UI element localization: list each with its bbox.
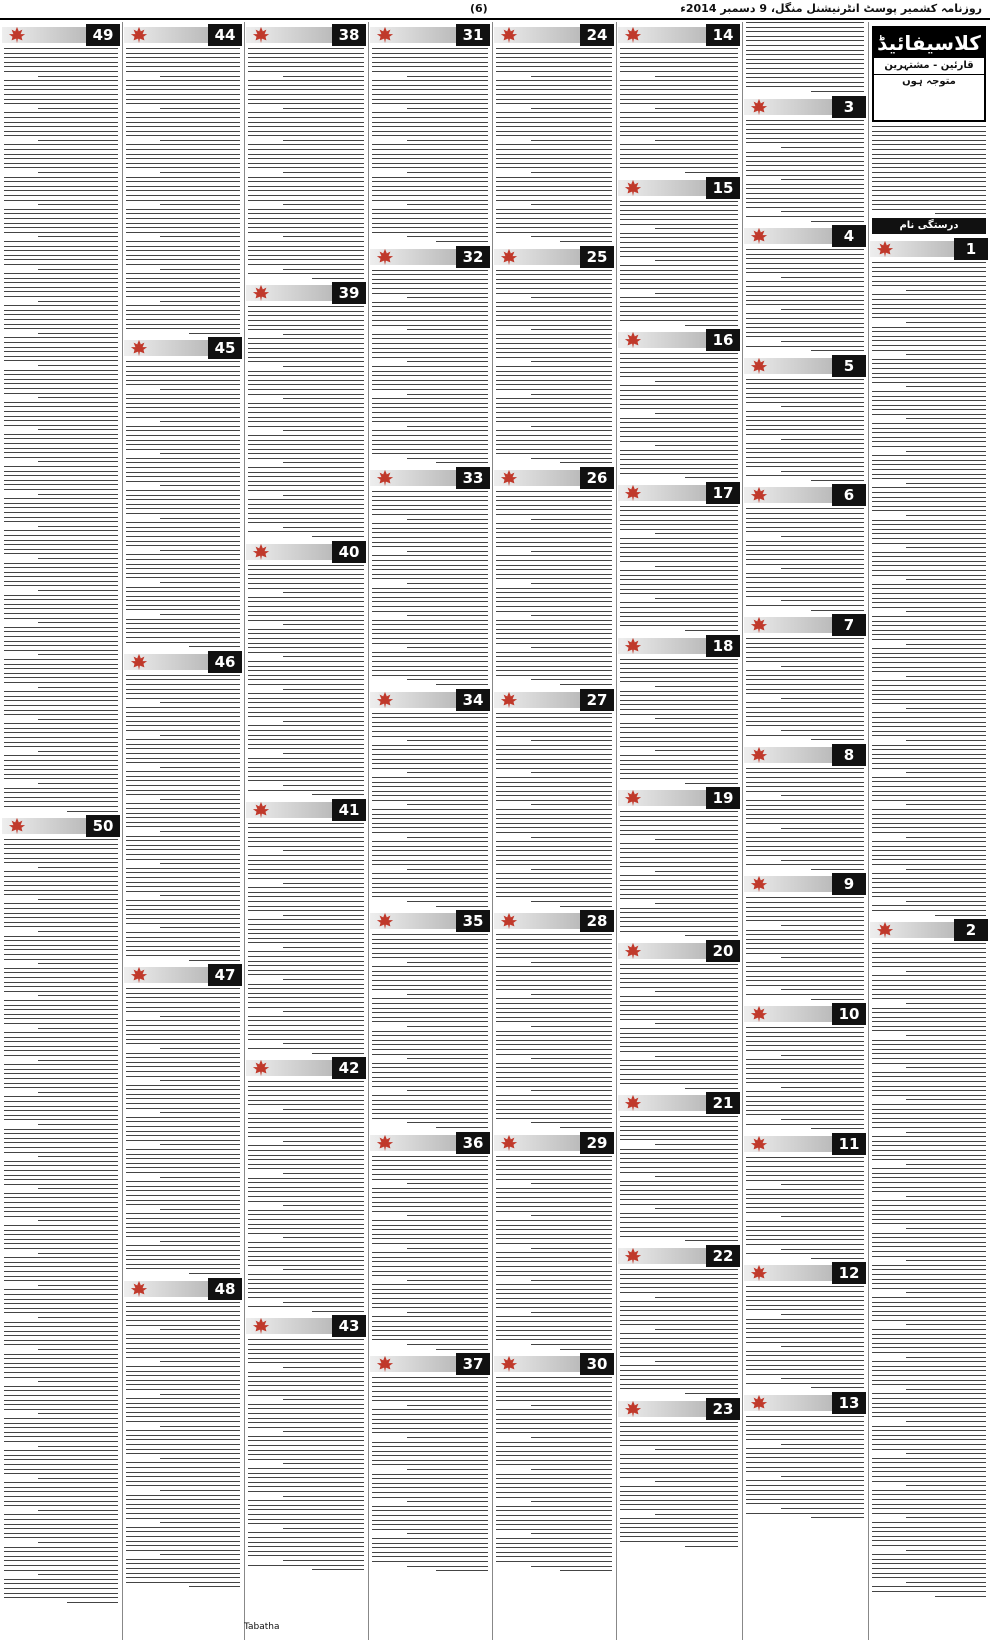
ad-number: 40	[332, 541, 366, 563]
classified-box	[872, 26, 986, 122]
classified-ad	[618, 1245, 740, 1394]
maple-leaf-icon	[252, 26, 270, 44]
ad-body-text	[124, 48, 242, 334]
ad-header	[124, 24, 242, 46]
ad-body-text	[370, 491, 490, 685]
classified-ad	[618, 787, 740, 936]
ad-body-text	[246, 306, 366, 537]
classified-ad	[618, 482, 740, 631]
ad-body-text	[246, 1081, 366, 1312]
ad-number: 38	[332, 24, 366, 46]
maple-leaf-icon	[252, 1317, 270, 1335]
ad-body-text	[246, 565, 366, 796]
column-1	[870, 22, 988, 1640]
maple-leaf-icon	[252, 543, 270, 561]
ad-body-text	[618, 48, 740, 173]
ad-number: 8	[832, 744, 866, 766]
classified-ad	[870, 919, 988, 1596]
ad-header	[370, 24, 490, 46]
classified-ad	[124, 24, 242, 334]
maple-leaf-icon	[750, 1264, 768, 1282]
ad-header	[246, 541, 366, 563]
ad-header	[124, 337, 242, 359]
classified-ad	[744, 1133, 866, 1259]
classified-ad	[246, 282, 366, 537]
ad-body-text	[124, 1302, 242, 1588]
column-rule	[742, 22, 743, 1640]
classified-ad	[744, 1392, 866, 1518]
ad-number: 15	[706, 177, 740, 199]
ad-number: 1	[954, 238, 988, 260]
classified-ad	[744, 614, 866, 740]
ad-body-text	[744, 897, 866, 999]
ad-header	[618, 635, 740, 657]
ad-header	[744, 355, 866, 377]
maple-leaf-icon	[624, 331, 642, 349]
classified-ad	[494, 689, 614, 907]
ad-number: 50	[86, 815, 120, 837]
ad-body-text	[744, 638, 866, 740]
classified-ad	[618, 1092, 740, 1241]
classified-ad	[494, 910, 614, 1128]
ad-number: 19	[706, 787, 740, 809]
ad-body-text	[744, 1027, 866, 1129]
classified-ad	[246, 1057, 366, 1312]
ad-body-text	[618, 506, 740, 631]
maple-leaf-icon	[376, 469, 394, 487]
ad-header	[618, 1245, 740, 1267]
ad-body-text	[744, 379, 866, 481]
ad-header	[744, 614, 866, 636]
column-4	[494, 22, 614, 1640]
maple-leaf-icon	[624, 484, 642, 502]
maple-leaf-icon	[876, 240, 894, 258]
ad-number: 3	[832, 96, 866, 118]
ad-number: 29	[580, 1132, 614, 1154]
ad-header	[618, 787, 740, 809]
page-header	[0, 0, 990, 20]
ad-header	[494, 24, 614, 46]
ad-body-text	[370, 1377, 490, 1571]
maple-leaf-icon	[624, 637, 642, 655]
ad-number: 21	[706, 1092, 740, 1114]
classified-ad	[618, 635, 740, 784]
intro-text	[870, 126, 988, 214]
ad-header	[124, 964, 242, 986]
ad-number: 24	[580, 24, 614, 46]
section-label: درستگی نام	[872, 218, 986, 234]
ad-number: 28	[580, 910, 614, 932]
ad-number: 27	[580, 689, 614, 711]
column-rule	[492, 22, 493, 1640]
ad-number: 16	[706, 329, 740, 351]
ad-body-text	[370, 934, 490, 1128]
maple-leaf-icon	[252, 801, 270, 819]
ad-number: 42	[332, 1057, 366, 1079]
ad-body-text	[494, 1156, 614, 1350]
ad-number: 41	[332, 799, 366, 821]
ad-header	[744, 225, 866, 247]
ad-number: 32	[456, 246, 490, 268]
ad-body-text	[618, 659, 740, 784]
maple-leaf-icon	[750, 357, 768, 375]
classified-ad	[618, 24, 740, 173]
classified-ad	[744, 873, 866, 999]
ad-number: 9	[832, 873, 866, 895]
ad-body-text	[124, 361, 242, 647]
maple-leaf-icon	[750, 98, 768, 116]
ad-number: 14	[706, 24, 740, 46]
ad-body-text	[618, 811, 740, 936]
ad-header	[2, 815, 120, 837]
column-rule	[868, 22, 869, 1640]
ad-body-text	[246, 1339, 366, 1570]
maple-leaf-icon	[252, 1059, 270, 1077]
classified-ad	[744, 744, 866, 870]
classified-ad	[124, 337, 242, 647]
ad-header	[618, 24, 740, 46]
ad-body-text	[618, 964, 740, 1089]
maple-leaf-icon	[376, 248, 394, 266]
classified-ad	[744, 1262, 866, 1388]
ad-body-text	[618, 353, 740, 478]
classified-ad	[494, 467, 614, 685]
maple-leaf-icon	[750, 227, 768, 245]
ad-number: 45	[208, 337, 242, 359]
ad-number: 26	[580, 467, 614, 489]
classified-ad	[124, 651, 242, 961]
classified-ad	[370, 689, 490, 907]
classified-ad	[870, 238, 988, 915]
maple-leaf-icon	[130, 966, 148, 984]
ad-body-text	[124, 675, 242, 961]
ad-number: 35	[456, 910, 490, 932]
maple-leaf-icon	[750, 616, 768, 634]
ad-header	[246, 282, 366, 304]
ad-number: 23	[706, 1398, 740, 1420]
classified-ad	[370, 1353, 490, 1571]
ad-header	[494, 910, 614, 932]
maple-leaf-icon	[624, 942, 642, 960]
ad-header	[370, 689, 490, 711]
maple-leaf-icon	[130, 653, 148, 671]
maple-leaf-icon	[624, 1247, 642, 1265]
ad-body-text	[744, 768, 866, 870]
ad-number: 11	[832, 1133, 866, 1155]
classified-ad	[2, 815, 120, 1603]
maple-leaf-icon	[750, 746, 768, 764]
maple-leaf-icon	[376, 691, 394, 709]
ad-body-text	[870, 262, 988, 915]
classified-ad	[246, 1315, 366, 1570]
ad-body-text	[744, 120, 866, 222]
ad-body-text	[2, 48, 120, 812]
maple-leaf-icon	[500, 248, 518, 266]
ad-body-text	[370, 1156, 490, 1350]
ad-number: 25	[580, 246, 614, 268]
maple-leaf-icon	[376, 26, 394, 44]
column-6	[246, 22, 366, 1640]
classified-ad	[370, 246, 490, 464]
ad-header	[246, 799, 366, 821]
classified-ad	[618, 1398, 740, 1547]
ad-header	[494, 467, 614, 489]
ad-header	[246, 1057, 366, 1079]
maple-leaf-icon	[8, 817, 26, 835]
ad-number: 36	[456, 1132, 490, 1154]
maple-leaf-icon	[130, 26, 148, 44]
classified-ad	[494, 24, 614, 242]
maple-leaf-icon	[624, 789, 642, 807]
classified-ad	[246, 541, 366, 796]
ad-header	[370, 1353, 490, 1375]
maple-leaf-icon	[376, 1355, 394, 1373]
classified-ad	[618, 940, 740, 1089]
ad-header	[370, 467, 490, 489]
maple-leaf-icon	[8, 26, 26, 44]
column-rule	[616, 22, 617, 1640]
classified-ad	[618, 177, 740, 326]
ad-header	[246, 24, 366, 46]
classified-ad	[744, 355, 866, 481]
column-7	[124, 22, 242, 1640]
column-rule	[244, 22, 245, 1640]
classified-ad	[246, 24, 366, 279]
ad-number: 4	[832, 225, 866, 247]
ad-header	[618, 329, 740, 351]
ad-number: 20	[706, 940, 740, 962]
ad-number: 43	[332, 1315, 366, 1337]
ad-header	[494, 246, 614, 268]
ad-number: 18	[706, 635, 740, 657]
maple-leaf-icon	[750, 1135, 768, 1153]
footer-note: Tabatha	[244, 1622, 280, 1632]
ad-number: 46	[208, 651, 242, 673]
classified-ad	[124, 964, 242, 1274]
ad-number: 12	[832, 1262, 866, 1284]
maple-leaf-icon	[624, 179, 642, 197]
ad-header	[494, 1132, 614, 1154]
maple-leaf-icon	[130, 1280, 148, 1298]
ad-body-text	[2, 839, 120, 1603]
ad-header	[370, 1132, 490, 1154]
classified-ad	[370, 467, 490, 685]
ad-number: 47	[208, 964, 242, 986]
ad-header	[2, 24, 120, 46]
maple-leaf-icon	[500, 691, 518, 709]
ad-number: 49	[86, 24, 120, 46]
ad-number: 33	[456, 467, 490, 489]
ad-header	[618, 1398, 740, 1420]
classified-ad	[494, 1353, 614, 1571]
ad-body-text	[618, 1422, 740, 1547]
ad-body-text	[744, 1286, 866, 1388]
maple-leaf-icon	[750, 486, 768, 504]
maple-leaf-icon	[750, 875, 768, 893]
ad-header	[246, 1315, 366, 1337]
intro-text	[744, 22, 866, 92]
ad-header	[494, 689, 614, 711]
ad-header	[870, 238, 988, 260]
classified-ad	[370, 910, 490, 1128]
classified-subtitle: قارئین - مشتہرین متوجہ ہوں	[874, 58, 984, 75]
ad-number: 22	[706, 1245, 740, 1267]
ad-header	[744, 1133, 866, 1155]
maple-leaf-icon	[252, 284, 270, 302]
classified-ad	[246, 799, 366, 1054]
maple-leaf-icon	[130, 339, 148, 357]
column-rule	[368, 22, 369, 1640]
ad-body-text	[494, 934, 614, 1128]
classified-ad	[744, 484, 866, 610]
ad-header	[618, 482, 740, 504]
ad-body-text	[370, 713, 490, 907]
ad-body-text	[618, 1116, 740, 1241]
ad-number: 7	[832, 614, 866, 636]
ad-number: 6	[832, 484, 866, 506]
ad-body-text	[494, 713, 614, 907]
ad-body-text	[370, 270, 490, 464]
ad-header	[744, 744, 866, 766]
ad-number: 2	[954, 919, 988, 941]
maple-leaf-icon	[624, 1094, 642, 1112]
ad-number: 30	[580, 1353, 614, 1375]
ad-header	[744, 1262, 866, 1284]
maple-leaf-icon	[624, 1400, 642, 1418]
maple-leaf-icon	[500, 1355, 518, 1373]
ad-body-text	[494, 491, 614, 685]
classified-title: کلاسیفائیڈ	[874, 28, 984, 58]
column-3	[618, 22, 740, 1640]
ad-header	[870, 919, 988, 941]
masthead: روزنامہ کشمیر پوسٹ انٹرنیشنل منگل، 9 دسمبر 2014ء	[680, 2, 982, 15]
ad-body-text	[744, 1157, 866, 1259]
ad-header	[744, 873, 866, 895]
ad-number: 34	[456, 689, 490, 711]
ad-body-text	[618, 1269, 740, 1394]
ad-number: 5	[832, 355, 866, 377]
maple-leaf-icon	[750, 1394, 768, 1412]
ad-body-text	[744, 1416, 866, 1518]
maple-leaf-icon	[624, 26, 642, 44]
ad-number: 37	[456, 1353, 490, 1375]
maple-leaf-icon	[500, 469, 518, 487]
classified-ad	[370, 1132, 490, 1350]
ad-body-text	[246, 823, 366, 1054]
maple-leaf-icon	[376, 912, 394, 930]
ad-header	[370, 910, 490, 932]
ad-number: 44	[208, 24, 242, 46]
ad-body-text	[246, 48, 366, 279]
ad-body-text	[618, 201, 740, 326]
classified-ad	[494, 1132, 614, 1350]
classified-ad	[618, 329, 740, 478]
column-5	[370, 22, 490, 1640]
column-8	[2, 22, 120, 1640]
ad-number: 17	[706, 482, 740, 504]
classified-ad	[124, 1278, 242, 1588]
ad-body-text	[494, 48, 614, 242]
maple-leaf-icon	[500, 912, 518, 930]
ad-number: 48	[208, 1278, 242, 1300]
ad-header	[618, 940, 740, 962]
maple-leaf-icon	[750, 1005, 768, 1023]
classified-ad	[494, 246, 614, 464]
column-2	[744, 22, 866, 1640]
ad-header	[744, 96, 866, 118]
ad-header	[618, 177, 740, 199]
classified-ad	[744, 225, 866, 351]
column-rule	[122, 22, 123, 1640]
ad-body-text	[744, 249, 866, 351]
maple-leaf-icon	[500, 26, 518, 44]
maple-leaf-icon	[376, 1134, 394, 1152]
ad-header	[370, 246, 490, 268]
maple-leaf-icon	[876, 921, 894, 939]
ad-body-text	[870, 943, 988, 1596]
ad-header	[744, 1392, 866, 1414]
ad-number: 31	[456, 24, 490, 46]
classified-ad	[744, 1003, 866, 1129]
classified-ad	[2, 24, 120, 812]
ad-header	[494, 1353, 614, 1375]
ad-body-text	[370, 48, 490, 242]
ad-header	[744, 484, 866, 506]
ad-body-text	[494, 270, 614, 464]
ad-number: 39	[332, 282, 366, 304]
ad-header	[124, 1278, 242, 1300]
maple-leaf-icon	[500, 1134, 518, 1152]
ad-body-text	[494, 1377, 614, 1571]
classified-ad	[370, 24, 490, 242]
page-number: (6)	[470, 2, 488, 15]
ad-body-text	[124, 988, 242, 1274]
ad-number: 13	[832, 1392, 866, 1414]
ad-header	[744, 1003, 866, 1025]
ad-number: 10	[832, 1003, 866, 1025]
ad-header	[124, 651, 242, 673]
classified-ad	[744, 96, 866, 222]
ad-body-text	[744, 508, 866, 610]
ad-header	[618, 1092, 740, 1114]
